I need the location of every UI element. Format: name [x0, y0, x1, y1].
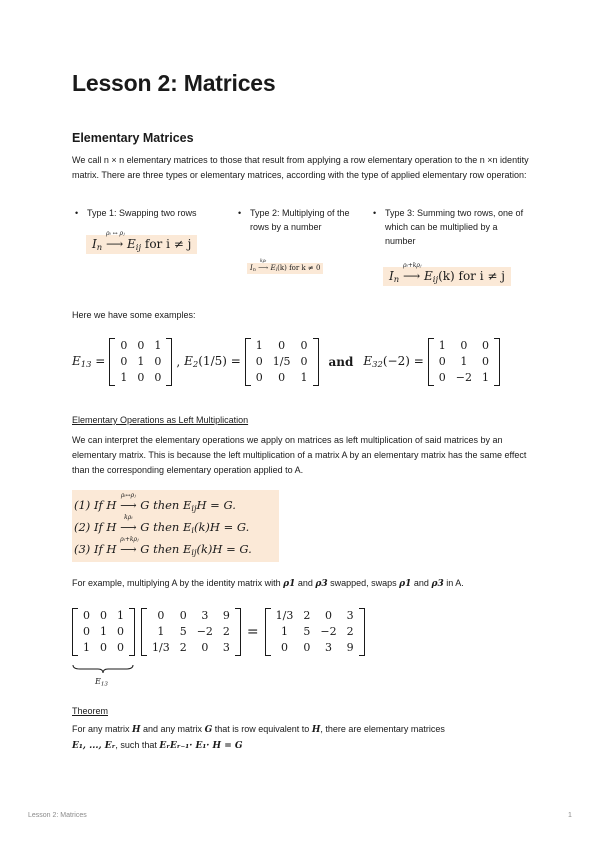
- matrix-cell: 0: [83, 625, 90, 638]
- examples-row: $E_{13}$ = 0 0 1 0 1 0 1 0 0 , $E_2(1/5)$ = 1 0 0 0 1/5 0 0 0 1 and $E_{32}(-2)$ = 1 0 0 0 1 0 0 −2 1: [72, 338, 500, 386]
- matrix-bracket-right: [235, 608, 241, 656]
- matrix-a: [141, 608, 241, 656]
- matrix-row: [78, 608, 129, 624]
- page-title: Lesson 2: Matrices: [72, 70, 276, 96]
- type-1-label: • Type 1: Swapping two rows: [72, 206, 222, 220]
- matrix-cell: 0: [157, 609, 165, 622]
- matrix-cell: 1: [154, 339, 162, 352]
- matrix-row: [115, 354, 166, 370]
- matrix-row: [147, 624, 235, 640]
- type-1-column: [72, 206, 222, 220]
- matrix-cell: 0: [120, 355, 128, 368]
- matrix-row: [78, 624, 129, 640]
- theorem-line-1: For any matrix H and any matrix G that is row equivalent to H, there are elementary matrices: [72, 724, 445, 735]
- matrix-row: [271, 608, 359, 624]
- theorem-heading: Theorem: [72, 706, 109, 716]
- matrix-result: [265, 608, 365, 656]
- matrix-row: [115, 338, 166, 354]
- type-3-label: • Type 3: Summing two rows, one of which can be multiplied by a number: [370, 206, 530, 248]
- rules-box: [72, 490, 279, 562]
- footer-title: Lesson 2: Matrices: [28, 812, 87, 819]
- matrix-cell: 0: [100, 609, 107, 622]
- matrix-cell: 2: [179, 641, 187, 654]
- matrix-cell: 0: [303, 641, 311, 654]
- matrix-cell: 0: [120, 339, 128, 352]
- matrix-cell: 0: [154, 371, 162, 384]
- matrix-cell: 0: [324, 609, 332, 622]
- and-word: and: [328, 355, 354, 369]
- matrix-cell: 0: [100, 641, 107, 654]
- matrix-cell: 1: [300, 371, 308, 384]
- matrix-e2: [245, 338, 319, 386]
- matrix-cell: 2: [303, 609, 311, 622]
- matrix-row: [251, 354, 313, 370]
- matrix-row: [251, 338, 313, 354]
- matrix-cell: 5: [179, 625, 187, 638]
- matrix-cell: 1/3: [152, 641, 170, 654]
- page-number: 1: [568, 812, 572, 819]
- matrix-row: [251, 370, 313, 386]
- matrix-bracket-right: [313, 338, 319, 386]
- intro-paragraph: We call n × n elementary matrices to those that result from applying a row elementary operation to the n ×n identity matrix. There are three types or elementary matrices, according with the type of applied elementary row operation:: [72, 155, 529, 180]
- matrix-cell: 1: [255, 339, 263, 352]
- matrix-row: [147, 640, 235, 656]
- matrix-cell: 1: [157, 625, 165, 638]
- matrix-body: [271, 608, 359, 656]
- matrix-row: [271, 640, 359, 656]
- matrix-cell: −2: [320, 625, 337, 638]
- matrix-row: [78, 640, 129, 656]
- example-sentence: For example, multiplying A by the identity matrix with ρ1 and ρ3 swapped, swaps ρ1 and ρ3 in A.: [72, 578, 464, 589]
- matrix-cell: 0: [481, 355, 489, 368]
- matrix-cell: 9: [222, 609, 230, 622]
- type-2-label: • Type 2: Multiplying of the rows by a number: [235, 206, 350, 234]
- rule-1: (1) If H ρᵢ↔ρⱼ ⟶ G then $E_{ij}H = G$.: [74, 492, 236, 513]
- matrix-row: [115, 370, 166, 386]
- matrix-cell: 0: [154, 355, 162, 368]
- e2-label: $E_2(1/5)$ =: [184, 354, 241, 370]
- matrix-body: [434, 338, 494, 386]
- type-2-column: [235, 206, 350, 234]
- matrix-cell: 0: [255, 355, 263, 368]
- matrix-cell: 0: [278, 339, 286, 352]
- matrix-cell: 1: [481, 371, 489, 384]
- e13-label: $E_{13}$ =: [72, 354, 106, 370]
- type-2-formula: $I_n$ kρᵢ ⟶ $E_i(k)$ for k ≠ 0: [247, 263, 323, 274]
- matrix-cell: 1: [281, 625, 288, 638]
- matrix-cell: 1: [460, 355, 468, 368]
- e32-label: $E_{32}(-2)$ =: [363, 354, 424, 370]
- matrix-e13-product: [72, 608, 135, 656]
- matrix-cell: 1/3: [275, 609, 294, 622]
- type-3-column: [370, 206, 530, 248]
- matrix-cell: 1: [120, 371, 128, 384]
- rule-2: (2) If H kρᵢ ⟶ G then $E_i(k)H = G$.: [74, 514, 250, 535]
- section-heading: Elementary Matrices: [72, 131, 194, 145]
- underbrace-label: $E_{13}$: [95, 677, 108, 688]
- matrix-cell: 0: [117, 625, 124, 638]
- matrix-cell: 3: [324, 641, 332, 654]
- matrix-row: [434, 354, 494, 370]
- matrix-cell: 0: [201, 641, 209, 654]
- matrix-body: [251, 338, 313, 386]
- matrix-cell: 9: [346, 641, 354, 654]
- type-1-formula: $I_n$ ρᵢ ↔ ρⱼ ⟶ $E_{ij}$ for i ≠ j: [86, 235, 197, 254]
- type-3-formula: $I_n$ ρᵢ+kρⱼ ⟶ $E_{ij}(k)$ for i ≠ j: [383, 267, 511, 286]
- equals-sign: =: [246, 624, 259, 640]
- matrix-cell: 1: [117, 609, 124, 622]
- matrix-cell: 1: [137, 355, 145, 368]
- matrix-cell: 1/5: [272, 355, 291, 368]
- left-mult-paragraph: We can interpret the elementary operations we apply on matrices as left multiplication of said matrices by an elementary matrix. This is because the left multiplication of a matrix A by an elementary matrix has the same effect than the corresponding elementary operation applied to A.: [72, 435, 527, 475]
- matrix-bracket-right: [166, 338, 172, 386]
- matrix-row: [147, 608, 235, 624]
- matrix-cell: −2: [196, 625, 213, 638]
- matrix-cell: 5: [303, 625, 311, 638]
- matrix-cell: 0: [117, 641, 124, 654]
- matrix-row: [434, 338, 494, 354]
- matrix-cell: 3: [222, 641, 230, 654]
- matrix-cell: 0: [438, 371, 446, 384]
- matrix-cell: 0: [300, 355, 308, 368]
- matrix-cell: −2: [455, 371, 472, 384]
- matrix-body: [78, 608, 129, 656]
- matrix-e32: [428, 338, 500, 386]
- matrix-cell: 2: [222, 625, 230, 638]
- matrix-cell: 0: [83, 609, 90, 622]
- matrix-cell: 0: [300, 339, 308, 352]
- matrix-cell: 0: [278, 371, 286, 384]
- underbrace: [72, 664, 134, 674]
- matrix-cell: 0: [179, 609, 187, 622]
- matrix-row: [271, 624, 359, 640]
- theorem-line-2: E₁, ..., Eᵣ, such that EᵣEᵣ₋₁· E₁· H = G: [72, 740, 243, 751]
- rule-3: (3) If H ρᵢ+kρⱼ ⟶ G then $E_{ij}(k)H = G$.: [74, 536, 252, 557]
- matrix-cell: 1: [83, 641, 90, 654]
- matrix-cell: 0: [137, 371, 145, 384]
- matrix-cell: 0: [460, 339, 468, 352]
- matrix-cell: 0: [137, 339, 145, 352]
- matrix-body: [115, 338, 166, 386]
- matrix-row: [434, 370, 494, 386]
- matrix-bracket-right: [494, 338, 500, 386]
- matrix-cell: 0: [438, 355, 446, 368]
- matrix-cell: 3: [346, 609, 354, 622]
- examples-intro: Here we have some examples:: [72, 310, 196, 320]
- left-mult-heading: Elementary Operations as Left Multiplication: [72, 415, 249, 425]
- matrix-cell: 3: [201, 609, 209, 622]
- matrix-bracket-right: [359, 608, 365, 656]
- matrix-e13: [109, 338, 172, 386]
- matrix-body: [147, 608, 235, 656]
- matrix-cell: 0: [281, 641, 288, 654]
- matrix-cell: 1: [438, 339, 446, 352]
- matrix-bracket-right: [129, 608, 135, 656]
- matrix-cell: 2: [346, 625, 354, 638]
- matrix-cell: 1: [100, 625, 107, 638]
- matrix-cell: 0: [255, 371, 263, 384]
- matrix-cell: 0: [481, 339, 489, 352]
- product-equation: [72, 608, 365, 656]
